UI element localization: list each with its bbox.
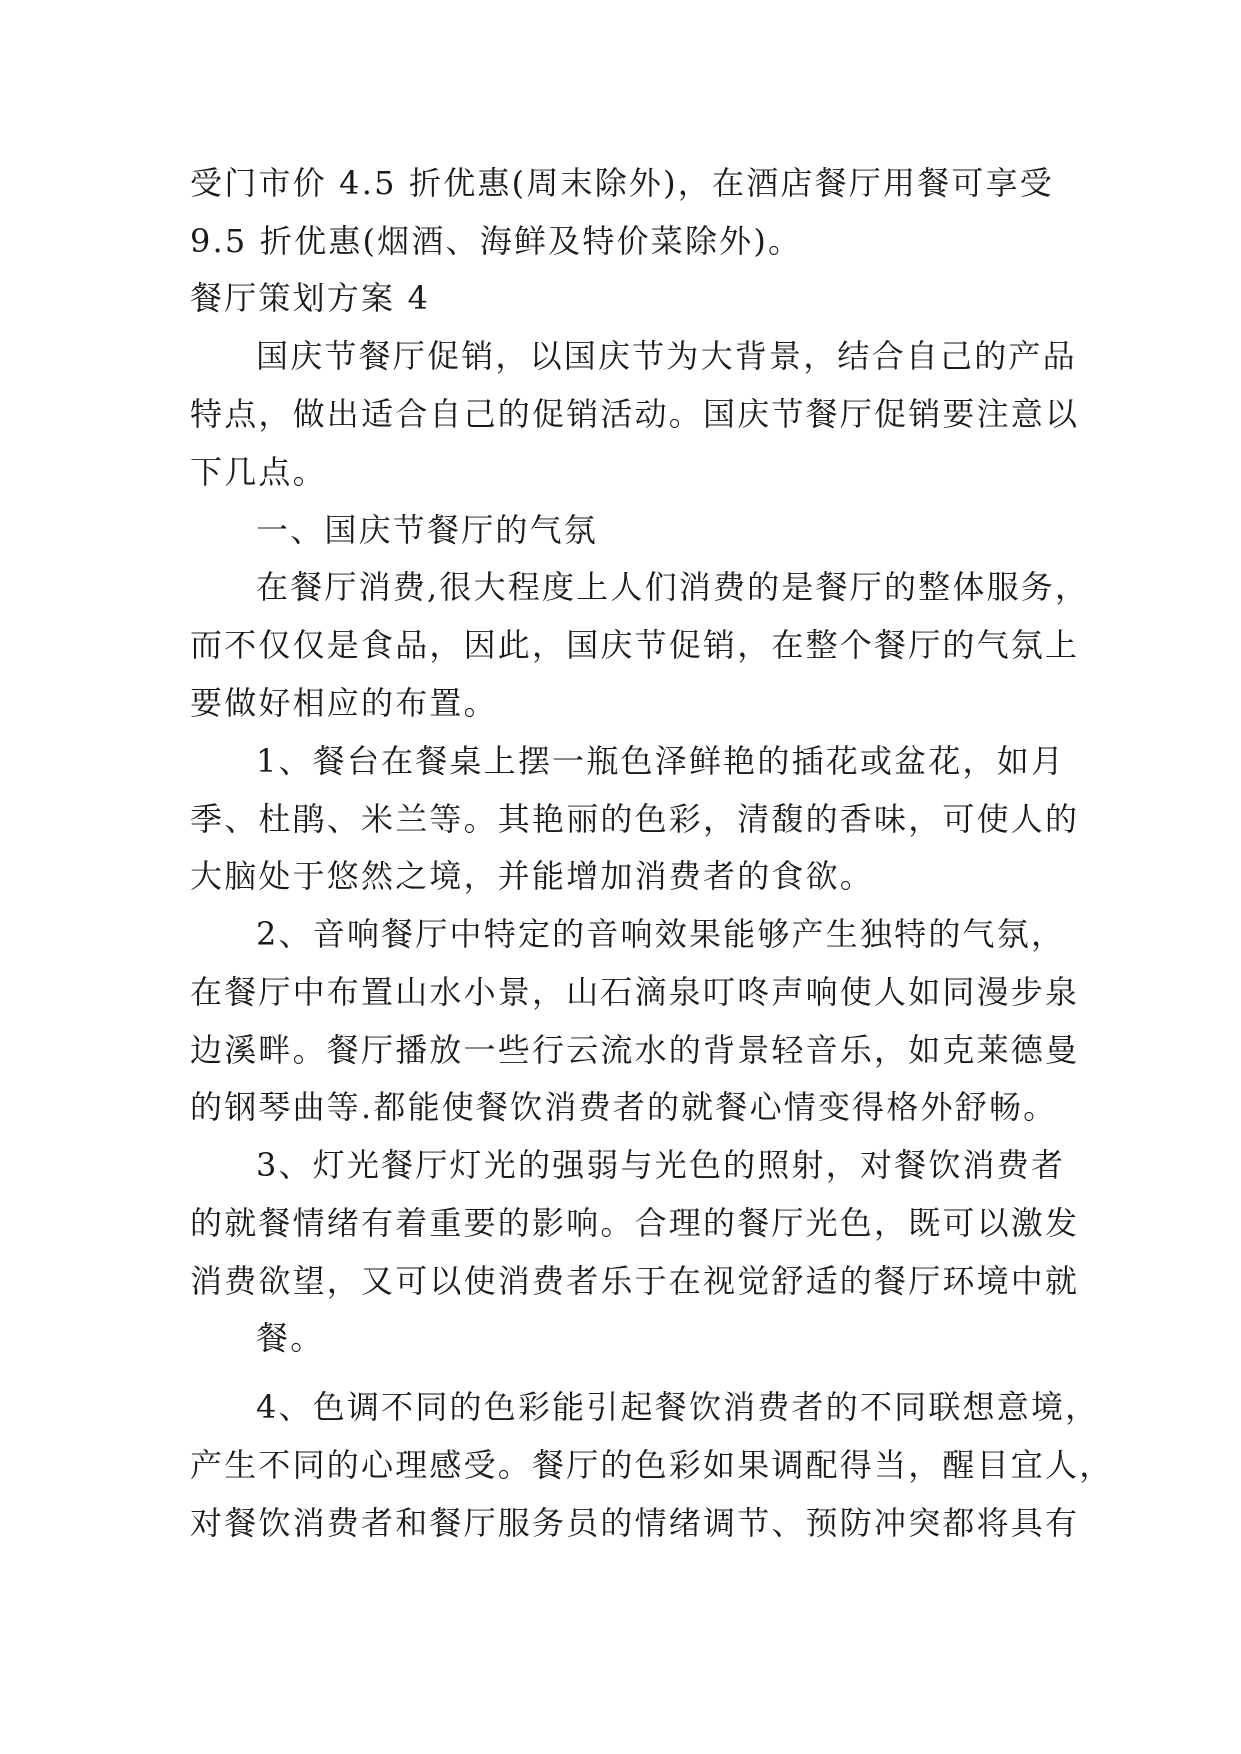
body-text-line: 边溪畔。餐厅播放一些行云流水的背景轻音乐，如克莱德曼 [190,1031,1080,1069]
body-text-line: 季、杜鹃、米兰等。其艳丽的色彩，清馥的香味，可使人的 [190,800,1080,838]
body-text-line: 消费欲望，又可以使消费者乐于在视觉舒适的餐厅环境中就 [190,1262,1080,1300]
section-heading: 餐厅策划方案 4 [190,279,431,317]
body-text-line: 的钢琴曲等.都能使餐饮消费者的就餐心情变得格外舒畅。 [190,1088,1058,1126]
body-text-line: 受门市价 4.5 折优惠(周末除外)，在酒店餐厅用餐可享受 [190,164,1055,202]
body-text-line: 4、色调不同的色彩能引起餐饮消费者的不同联想意境， [256,1388,1100,1426]
body-text-line: 要做好相应的布置。 [190,684,498,722]
body-text-line: 9.5 折优惠(烟酒、海鲜及特价菜除外)。 [190,222,803,260]
body-text-line: 在餐厅消费,很大程度上人们消费的是餐厅的整体服务， [256,568,1090,606]
body-text-line: 而不仅仅是食品，因此，国庆节促销，在整个餐厅的气氛上 [190,626,1080,664]
body-text-line: 国庆节餐厅促销，以国庆节为大背景，结合自己的产品 [256,337,1077,375]
body-text-line: 2、音响餐厅中特定的音响效果能够产生独特的气氛， [256,915,1066,953]
body-text-line: 大脑处于悠然之境，并能增加消费者的食欲。 [190,857,875,895]
body-text-line: 对餐饮消费者和餐厅服务员的情绪调节、预防冲突都将具有 [190,1504,1080,1542]
body-text-line: 3、灯光餐厅灯光的强弱与光色的照射，对餐饮消费者 [256,1146,1066,1184]
body-text-line: 餐。 [256,1319,325,1357]
body-text-line: 1、餐台在餐桌上摆一瓶色泽鲜艳的插花或盆花，如月 [256,742,1066,780]
body-text-line: 产生不同的心理感受。餐厅的色彩如果调配得当，醒目宜人， [190,1446,1114,1484]
body-text-line: 特点，做出适合自己的促销活动。国庆节餐厅促销要注意以 [190,395,1080,433]
body-text-line: 在餐厅中布置山水小景，山石滴泉叮咚声响使人如同漫步泉 [190,973,1080,1011]
body-text-line: 下几点。 [190,453,327,491]
body-text-line: 的就餐情绪有着重要的影响。合理的餐厅光色，既可以激发 [190,1204,1080,1242]
subheading: 一、国庆节餐厅的气氛 [256,511,599,549]
